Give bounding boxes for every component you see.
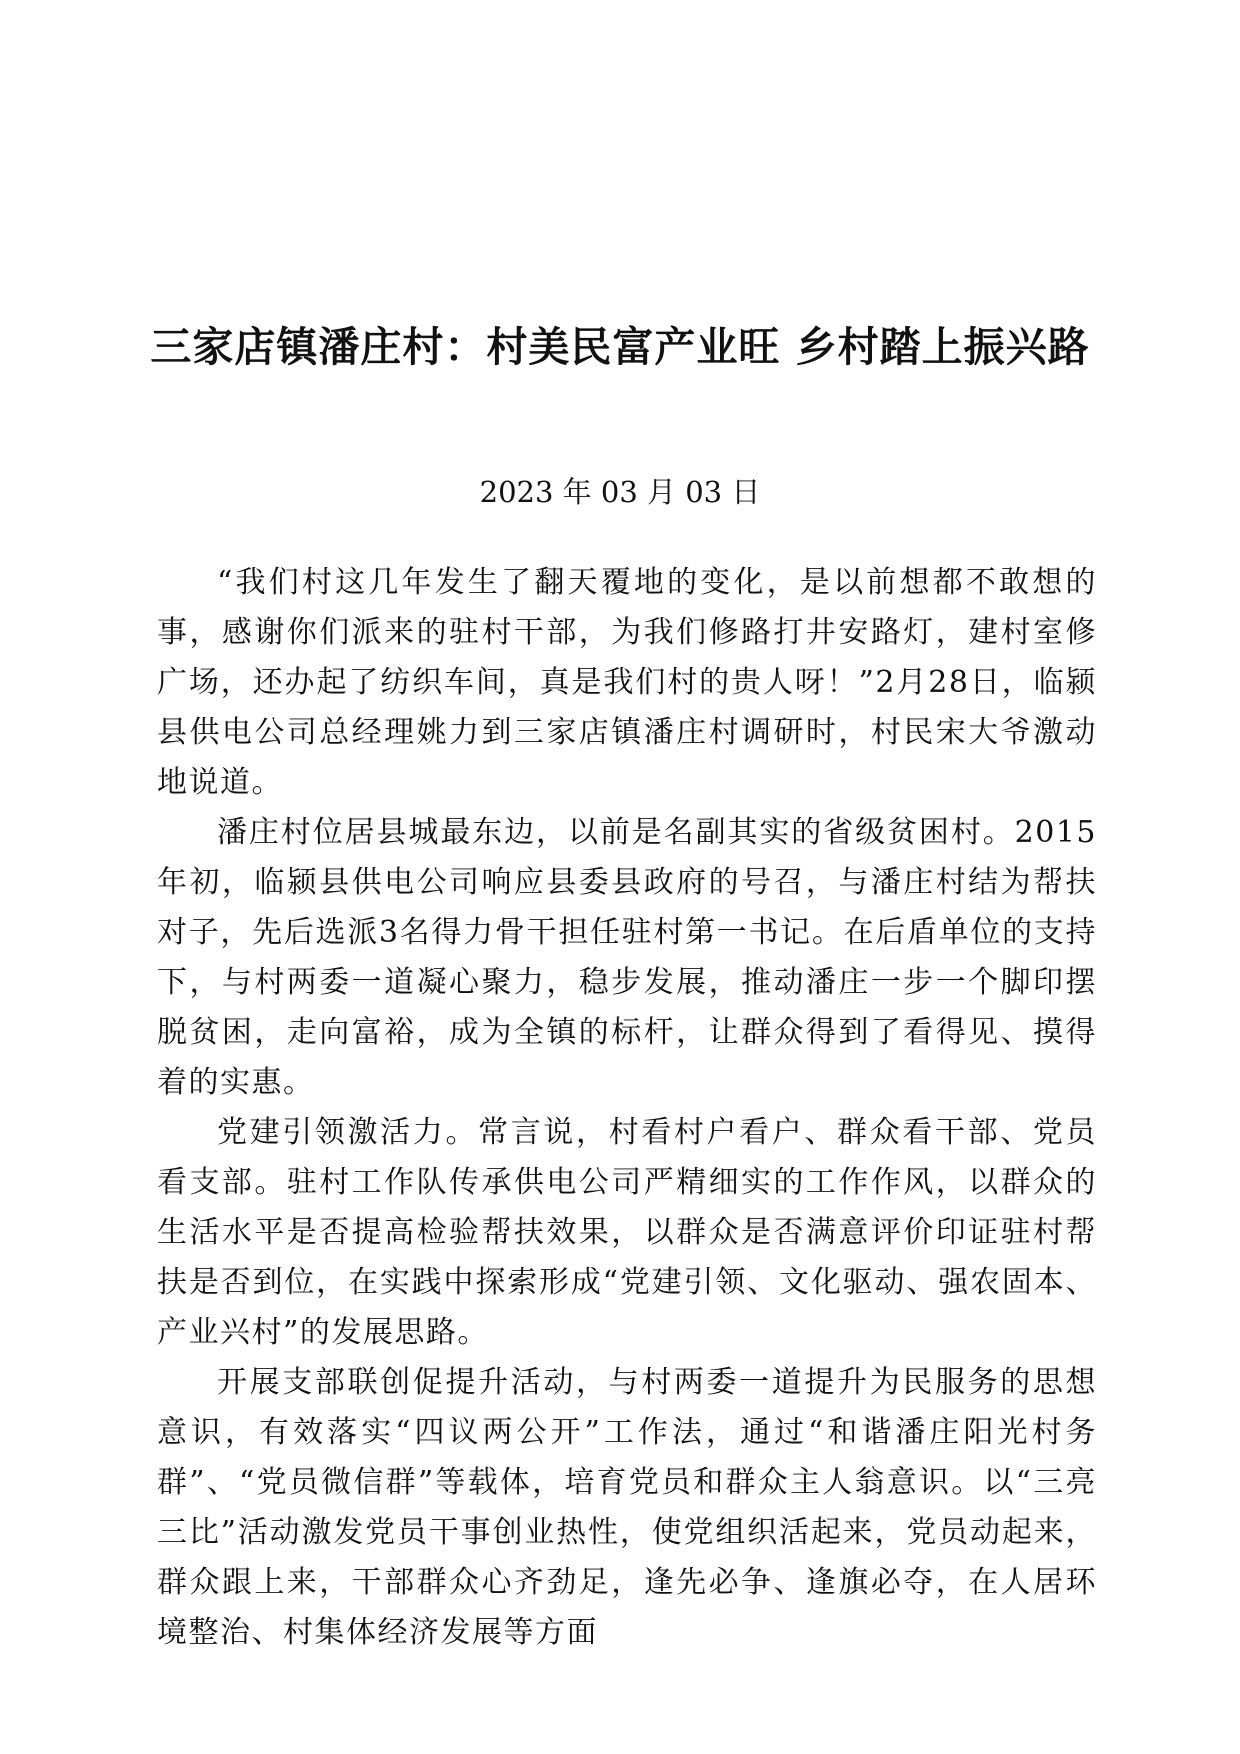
paragraph-1: “我们村这几年发生了翻天覆地的变化，是以前想都不敢想的事，感谢你们派来的驻村干部，为我们修路打井安路灯，建村室修广场，还办起了纺织车间，真是我们村的贵人呀！”2月28日，临颍县供电公司总经理姚力到三家店镇潘庄村调研时，村民宋大爷激动地说道。 (157, 565, 1097, 800)
paragraph-4: 开展支部联创促提升活动，与村两委一道提升为民服务的思想意识，有效落实“四议两公开”工作法，通过“和谐潘庄阳光村务群”、“党员微信群”等载体，培育党员和群众主人翁意识。以“三亮三比”活动激发党员干事创业热性，使党组织活起来，党员动起来，群众跟上来，干部群众心齐劲足，逢先必争、逢旗必夺，在人居环境整治、村集体经济发展等方面 (157, 1365, 1097, 1650)
paragraph-3: 党建引领激活力。常言说，村看村户看户、群众看干部、党员看支部。驻村工作队传承供电公司严精细实的工作作风，以群众的生活水平是否提高检验帮扶效果，以群众是否满意评价印证驻村帮扶是否到位，在实践中探索形成“党建引领、文化驱动、强农固本、产业兴村”的发展思路。 (157, 1115, 1097, 1350)
article-title: 三家店镇潘庄村：村美民富产业旺 乡村踏上振兴路 (150, 323, 1090, 371)
paragraph-2: 潘庄村位居县城最东边，以前是名副其实的省级贫困村。2015年初，临颍县供电公司响应县委县政府的号召，与潘庄村结为帮扶对子，先后选派3名得力骨干担任驻村第一书记。在后盾单位的支持下，与村两委一道凝心聚力，稳步发展，推动潘庄一步一个脚印摆脱贫困，走向富裕，成为全镇的标杆，让群众得到了看得见、摸得着的实惠。 (157, 815, 1097, 1100)
article-date: 2023 年 03 月 03 日 (479, 475, 761, 509)
article-body (157, 558, 1097, 1658)
